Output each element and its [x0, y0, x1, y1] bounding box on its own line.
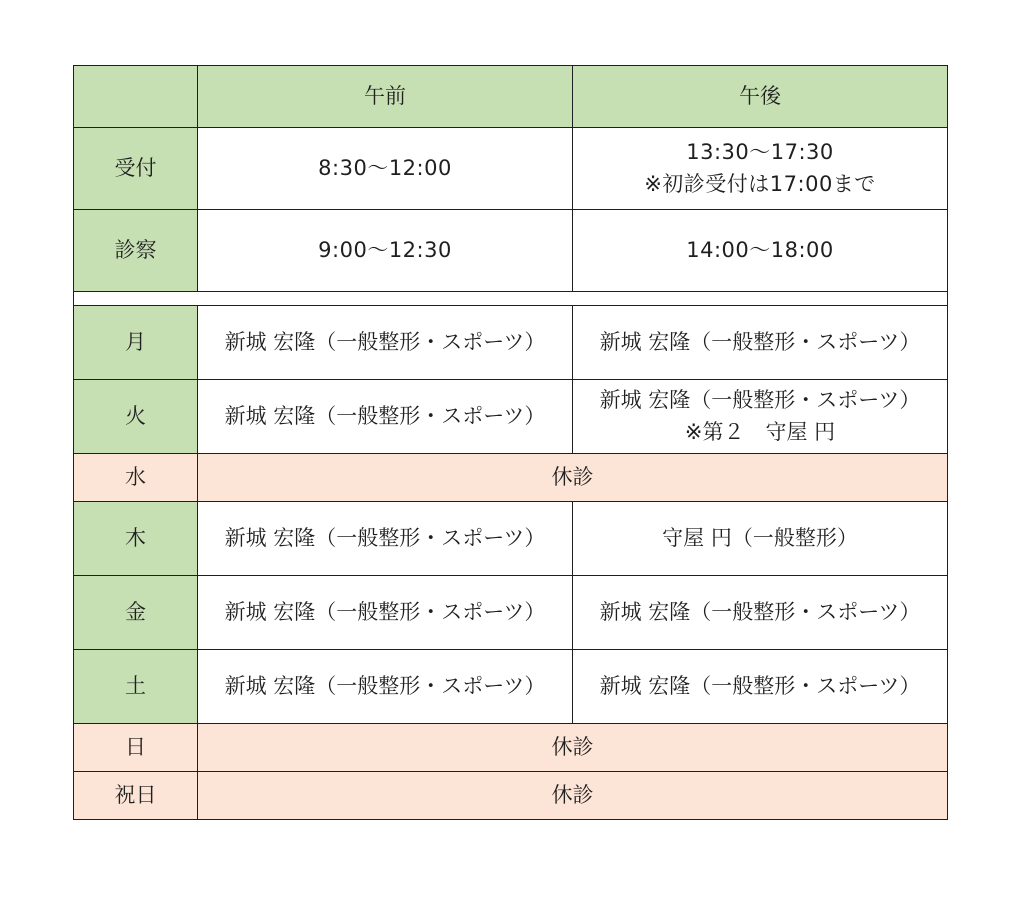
doctor-fri-afternoon: 新城 宏隆（一般整形・スポーツ） — [573, 576, 948, 650]
day-label-sun: 日 — [74, 724, 198, 772]
day-label-thu: 木 — [74, 502, 198, 576]
closed-wed: 休診 — [198, 454, 948, 502]
day-row-wed — [74, 454, 948, 502]
consultation-hours-row — [74, 210, 948, 292]
closed-sun: 休診 — [198, 724, 948, 772]
day-label-mon: 月 — [74, 306, 198, 380]
day-label-wed: 水 — [74, 454, 198, 502]
header-afternoon: 午後 — [573, 66, 948, 128]
header-corner-cell — [74, 66, 198, 128]
doctor-tue-afternoon-note: ※第２ 守屋 円 — [684, 419, 836, 444]
reception-afternoon-cell — [573, 128, 948, 210]
closed-holiday: 休診 — [198, 772, 948, 820]
day-label-holiday: 祝日 — [74, 772, 198, 820]
reception-label: 受付 — [74, 128, 198, 210]
day-row-sun — [74, 724, 948, 772]
doctor-tue-morning: 新城 宏隆（一般整形・スポーツ） — [198, 380, 573, 454]
day-row-fri — [74, 576, 948, 650]
consultation-morning-hours: 9:00～12:30 — [198, 210, 573, 292]
day-row-mon — [74, 306, 948, 380]
doctor-mon-afternoon: 新城 宏隆（一般整形・スポーツ） — [573, 306, 948, 380]
day-row-holiday — [74, 772, 948, 820]
day-row-thu — [74, 502, 948, 576]
clinic-schedule-table — [73, 65, 948, 820]
doctor-sat-morning: 新城 宏隆（一般整形・スポーツ） — [198, 650, 573, 724]
consultation-label: 診察 — [74, 210, 198, 292]
day-label-sat: 土 — [74, 650, 198, 724]
header-morning: 午前 — [198, 66, 573, 128]
doctor-tue-afternoon: 新城 宏隆（一般整形・スポーツ） — [599, 388, 921, 412]
doctor-sat-afternoon: 新城 宏隆（一般整形・スポーツ） — [573, 650, 948, 724]
reception-afternoon-hours: 13:30～17:30 — [686, 140, 834, 164]
consultation-afternoon-hours: 14:00～18:00 — [573, 210, 948, 292]
spacer-row — [74, 292, 948, 306]
doctor-fri-morning: 新城 宏隆（一般整形・スポーツ） — [198, 576, 573, 650]
day-label-fri: 金 — [74, 576, 198, 650]
day-row-sat — [74, 650, 948, 724]
doctor-tue-afternoon-cell — [573, 380, 948, 454]
doctor-thu-morning: 新城 宏隆（一般整形・スポーツ） — [198, 502, 573, 576]
doctor-thu-afternoon: 守屋 円（一般整形） — [573, 502, 948, 576]
reception-morning-hours: 8:30～12:00 — [198, 128, 573, 210]
doctor-mon-morning: 新城 宏隆（一般整形・スポーツ） — [198, 306, 573, 380]
header-row — [74, 66, 948, 128]
first-visit-note: ※初診受付は17:00まで — [644, 171, 876, 196]
day-label-tue: 火 — [74, 380, 198, 454]
spacer-cell — [74, 292, 948, 306]
day-row-tue — [74, 380, 948, 454]
reception-hours-row — [74, 128, 948, 210]
